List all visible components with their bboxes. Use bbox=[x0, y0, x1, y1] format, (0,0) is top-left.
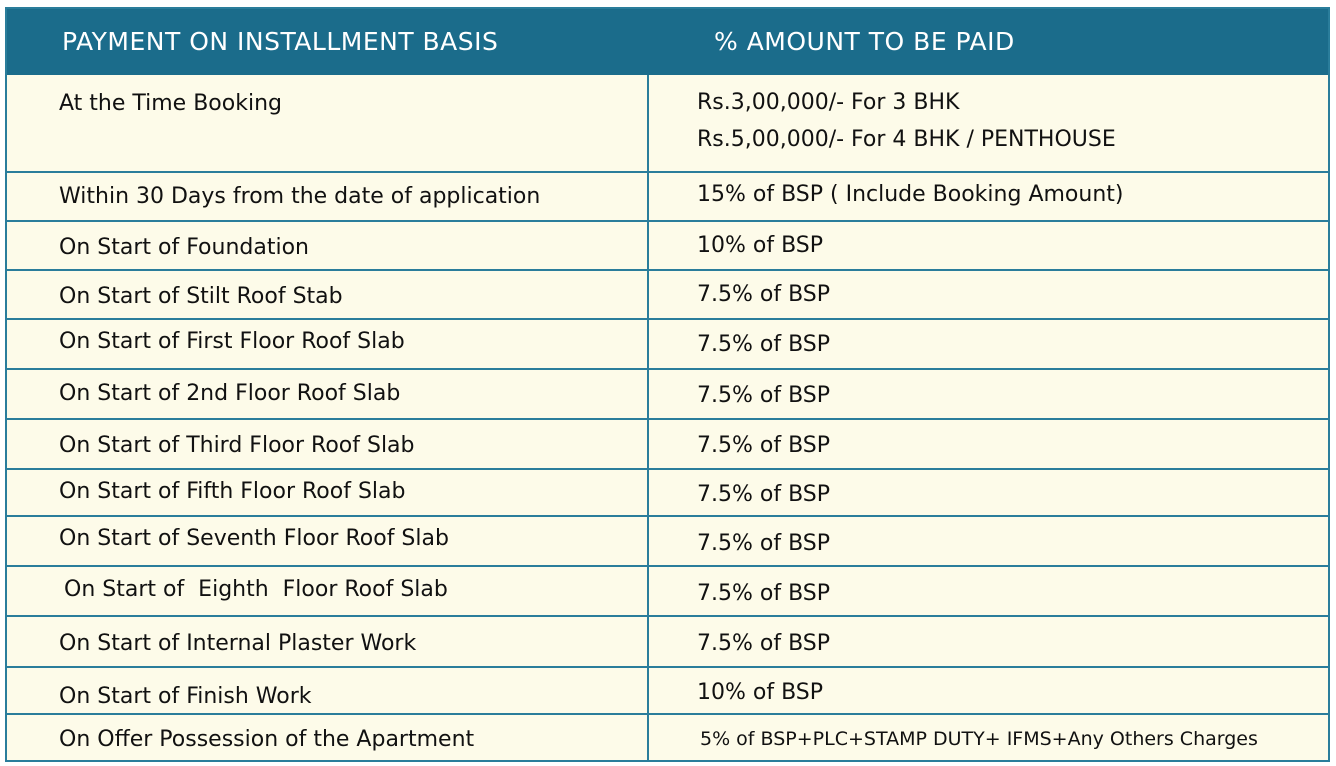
amount-value: 7.5% of BSP bbox=[697, 332, 831, 357]
table-header bbox=[7, 9, 1328, 75]
stage-label: On Start of First Floor Roof Slab bbox=[59, 329, 405, 354]
table-row bbox=[7, 617, 1328, 668]
stage-label: On Start of Eighth Floor Roof Slab bbox=[64, 577, 448, 602]
stage-label: At the Time Booking bbox=[59, 91, 282, 116]
amount-value: 7.5% of BSP bbox=[697, 631, 831, 656]
table-row bbox=[7, 517, 1328, 567]
stage-label: On Start of Finish Work bbox=[59, 684, 312, 709]
amount-value: 7.5% of BSP bbox=[697, 433, 831, 458]
amount-cell bbox=[697, 84, 1116, 158]
amount-value: 10% of BSP bbox=[697, 233, 824, 258]
stage-label: On Start of Stilt Roof Stab bbox=[59, 284, 343, 309]
stage-label: Within 30 Days from the date of application bbox=[59, 184, 541, 209]
table-row bbox=[7, 320, 1328, 370]
stage-label: On Start of Seventh Floor Roof Slab bbox=[59, 526, 449, 551]
table-row bbox=[7, 222, 1328, 271]
amount-value: 7.5% of BSP bbox=[697, 282, 831, 307]
stage-label: On Offer Possession of the Apartment bbox=[59, 727, 475, 752]
table-row bbox=[7, 715, 1328, 760]
amount-value: 7.5% of BSP bbox=[697, 531, 831, 556]
amount-value: 10% of BSP bbox=[697, 680, 824, 705]
stage-label: On Start of 2nd Floor Roof Slab bbox=[59, 381, 401, 406]
stage-label: On Start of Foundation bbox=[59, 235, 309, 260]
header-amount-paid: % AMOUNT TO BE PAID bbox=[714, 27, 1015, 56]
table-row bbox=[7, 271, 1328, 320]
header-payment-basis: PAYMENT ON INSTALLMENT BASIS bbox=[62, 27, 499, 56]
table-row bbox=[7, 567, 1328, 617]
stage-label: On Start of Fifth Floor Roof Slab bbox=[59, 479, 406, 504]
table-row bbox=[7, 668, 1328, 715]
amount-line: Rs.5,00,000/- For 4 BHK / PENTHOUSE bbox=[697, 127, 1116, 152]
amount-value: 5% of BSP+PLC+STAMP DUTY+ IFMS+Any Others Charges bbox=[700, 728, 1258, 750]
amount-value: 7.5% of BSP bbox=[697, 383, 831, 408]
payment-plan-table bbox=[5, 7, 1330, 762]
amount-line: Rs.3,00,000/- For 3 BHK bbox=[697, 90, 960, 115]
stage-label: On Start of Internal Plaster Work bbox=[59, 631, 417, 656]
table-row bbox=[7, 75, 1328, 173]
table-row bbox=[7, 420, 1328, 470]
table-row bbox=[7, 173, 1328, 222]
table-row bbox=[7, 470, 1328, 517]
amount-value: 7.5% of BSP bbox=[697, 482, 831, 507]
stage-label: On Start of Third Floor Roof Slab bbox=[59, 433, 415, 458]
amount-value: 15% of BSP ( Include Booking Amount) bbox=[697, 182, 1124, 207]
table-row bbox=[7, 370, 1328, 420]
amount-value: 7.5% of BSP bbox=[697, 581, 831, 606]
